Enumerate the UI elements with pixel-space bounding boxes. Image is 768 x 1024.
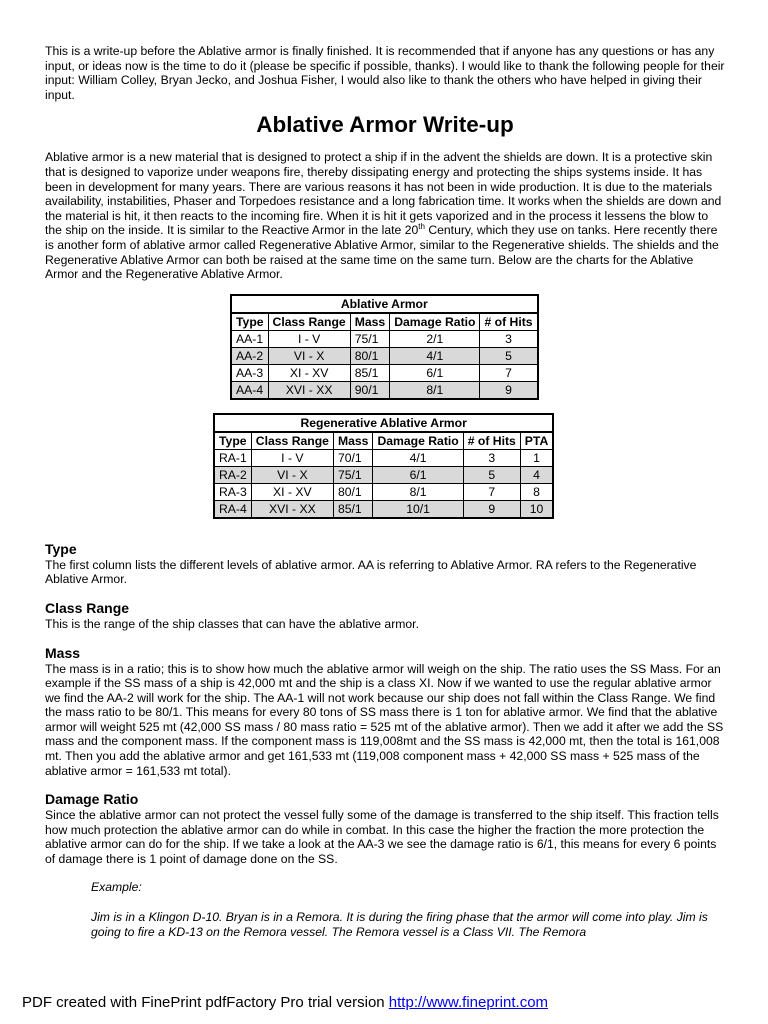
table-row — [231, 381, 538, 399]
table-cell: 5 — [480, 347, 538, 364]
column-header: Class Range — [251, 432, 333, 450]
column-header: PTA — [520, 432, 553, 450]
table-cell: 7 — [463, 483, 520, 500]
table-cell: AA-3 — [231, 364, 268, 381]
column-header: Class Range — [268, 313, 350, 331]
table-cell: 1 — [520, 449, 553, 466]
table-cell: XVI - XX — [268, 381, 350, 399]
table-cell: 9 — [480, 381, 538, 399]
section-heading: Damage Ratio — [45, 791, 139, 808]
document-page — [45, 44, 725, 940]
example-label: Example: — [91, 879, 142, 894]
table-row — [231, 364, 538, 381]
table-cell: 6/1 — [373, 466, 463, 483]
table-cell: I - V — [268, 330, 350, 347]
table-cell: 80/1 — [333, 483, 373, 500]
description-text-1: Ablative armor is a new material that is designed to protect a ship if in the advent the shields are down. It is a protective skin that is designed to vaporize under weapons fire, thereby dissipating energy and protecting the ships systems inside. It has been in development for many years. There are various reasons it has not been in wide production. It is due to the materials availability, instabilities, Phaser and Torpedoes resistance and a long fabrication time. It works when the shields are down and the material is hit, it then reacts to the incoming fire. When it is hit it gets vaporized and in the process it lessens the blow to the ship on the inside. It is similar to the Reactive Armor in the late 20 — [45, 150, 722, 238]
table-cell: VI - X — [251, 466, 333, 483]
column-header: Type — [214, 432, 251, 450]
table-cell: AA-1 — [231, 330, 268, 347]
table-cell: 75/1 — [350, 330, 390, 347]
table-cell: 3 — [463, 449, 520, 466]
table-cell: 75/1 — [333, 466, 373, 483]
regenerative-ablative-armor-table — [213, 413, 554, 519]
description-paragraph — [45, 150, 725, 281]
section-type — [45, 541, 725, 587]
column-header: # of Hits — [463, 432, 520, 450]
superscript-th: th — [418, 222, 425, 232]
table-row — [214, 483, 553, 500]
table-cell: XI - XV — [251, 483, 333, 500]
table-cell: 10/1 — [373, 500, 463, 518]
section-heading: Mass — [45, 644, 81, 661]
section-damage-ratio — [45, 791, 725, 866]
table-cell: RA-1 — [214, 449, 251, 466]
table-row — [214, 466, 553, 483]
table-row — [231, 330, 538, 347]
table-cell: 2/1 — [390, 330, 480, 347]
table-cell: 5 — [463, 466, 520, 483]
section-text: This is the range of the ship classes that can have the ablative armor. — [45, 616, 419, 631]
fineprint-link[interactable]: http://www.fineprint.com — [388, 994, 549, 1011]
section-mass — [45, 645, 725, 779]
table-cell: VI - X — [268, 347, 350, 364]
section-text: Since the ablative armor can not protect the vessel fully some of the damage is transferred to the ship itself. This fraction tells how much protection the ablative armor can do while in combat. In this case the higher the fraction the more protection the ablative armor can do for the ship. If we take a look at the AA-3 we see the damage ratio is 6/1, this means for every 6 points of damage there is 1 point of damage done on the SS. — [45, 808, 719, 867]
table-cell: AA-2 — [231, 347, 268, 364]
table-cell: 3 — [480, 330, 538, 347]
table-row — [231, 347, 538, 364]
section-heading: Type — [45, 540, 77, 557]
table-cell: XVI - XX — [251, 500, 333, 518]
table-cell: 90/1 — [350, 381, 390, 399]
table-cell: 6/1 — [390, 364, 480, 381]
column-header: # of Hits — [480, 313, 538, 331]
table-caption: Ablative Armor — [231, 295, 538, 313]
table-cell: 80/1 — [350, 347, 390, 364]
column-header: Type — [231, 313, 268, 331]
example-block — [45, 880, 725, 940]
intro-paragraph: This is a write-up before the Ablative armor is finally finished. It is recommended that if anyone has any questions or has any input, or ideas now is the time to do it (please be specific if possible, thanks). I would like to thank the following people for their input: William Colley, Bryan Jecko, and Joshua Fisher, I would also like to thank the others who have helped in giving their input. — [45, 44, 725, 102]
pdf-footer — [22, 994, 548, 1011]
table-cell: XI - XV — [268, 364, 350, 381]
table-cell: 8/1 — [373, 483, 463, 500]
table-cell: 4 — [520, 466, 553, 483]
table-cell: 4/1 — [390, 347, 480, 364]
table-cell: AA-4 — [231, 381, 268, 399]
table-cell: RA-4 — [214, 500, 251, 518]
example-text: Jim is in a Klingon D-10. Bryan is in a Remora. It is during the firing phase that the armor will come into play. Jim is going to fire a KD-13 on the Remora vessel. The Remora vessel is a Class VII. The Remora — [91, 909, 708, 939]
column-header: Damage Ratio — [373, 432, 463, 450]
column-header: Mass — [350, 313, 390, 331]
footer-text: PDF created with FinePrint pdfFactory Pro trial version — [22, 994, 389, 1011]
column-header: Damage Ratio — [390, 313, 480, 331]
description-text-2: Century, which they use on tanks. Here recently there is another form of ablative armor called Regenerative Ablative Armor, similar to the Regenerative shields. The shields and the Regenerative Ablative Armor can both be raised at the same time on the same turn. Below are the charts for the Ablative Armor and the Regenerative Ablative Armor. — [45, 223, 719, 282]
table-cell: RA-2 — [214, 466, 251, 483]
column-header: Mass — [333, 432, 373, 450]
table-row — [214, 449, 553, 466]
table-row — [214, 500, 553, 518]
section-heading: Class Range — [45, 599, 130, 616]
table-cell: 8/1 — [390, 381, 480, 399]
section-text: The mass is in a ratio; this is to show how much the ablative armor will weigh on the ship. The ratio uses the SS Mass. For an example if the SS mass of a ship is 42,000 mt and the ship is a class XI. Now if we wanted to use the regular ablative armor we find the AA-2 will work for the ship. The AA-1 will not work because our ship does not fall within the Class Range. We find the mass ratio to be 80/1. This means for every 80 tons of SS mass there is 1 ton for ablative armor. We find that the ablative armor will weight 525 mt (42,000 SS mass / 80 mass ratio = 525 mt of the ablative armor). Then we add it after we add the SS mass and the component mass. If the component mass is 119,008mt and the SS mass is 42,000 mt, then the total is 161,008 mt. Then you add the ablative armor and get 161,533 mt (119,008 component mass + 42,000 SS mass + 525 mass of the ablative armor = 161,533 mt total). — [45, 661, 724, 778]
table-cell: 85/1 — [350, 364, 390, 381]
table-caption: Regenerative Ablative Armor — [214, 414, 553, 432]
table-cell: RA-3 — [214, 483, 251, 500]
table-cell: 10 — [520, 500, 553, 518]
table-cell: 7 — [480, 364, 538, 381]
table-cell: 4/1 — [373, 449, 463, 466]
ablative-armor-table — [230, 294, 539, 400]
section-text: The first column lists the different levels of ablative armor. AA is referring to Ablative Armor. RA refers to the Regenerative Ablative Armor. — [45, 557, 697, 587]
table-cell: 85/1 — [333, 500, 373, 518]
table-cell: 9 — [463, 500, 520, 518]
section-class-range — [45, 600, 725, 632]
table-cell: I - V — [251, 449, 333, 466]
table-cell: 70/1 — [333, 449, 373, 466]
table-cell: 8 — [520, 483, 553, 500]
page-title: Ablative Armor Write-up — [256, 112, 514, 138]
